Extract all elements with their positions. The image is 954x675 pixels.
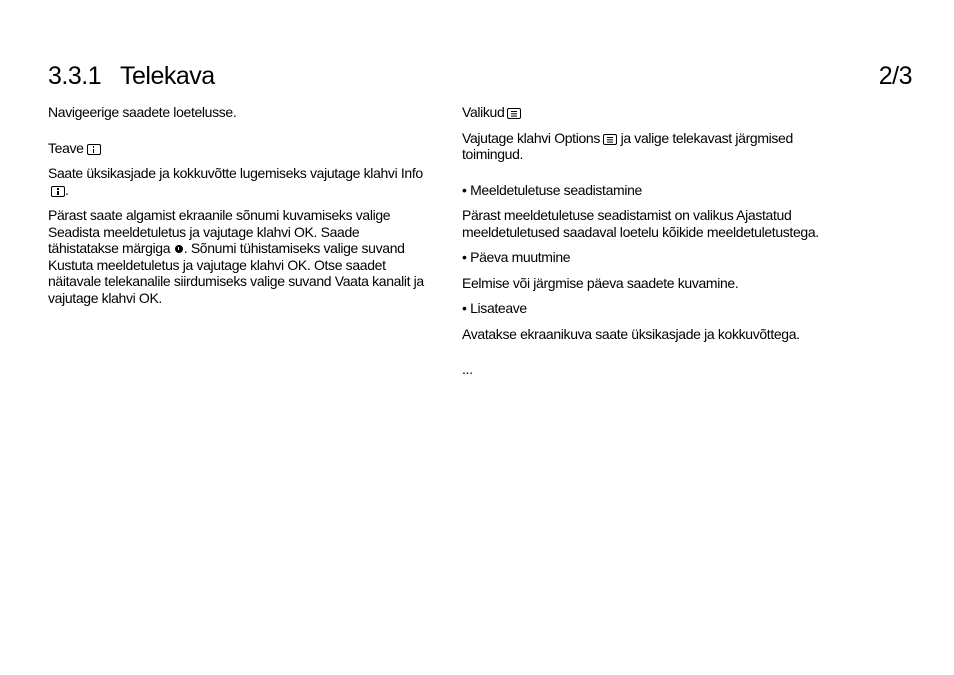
right-column — [462, 104, 847, 378]
valikud-heading-line — [462, 104, 847, 121]
option-item-description: Avatakse ekraanikuva saate üksikasjade ja kokkuvõttega. — [462, 325, 800, 342]
intro-text: Navigeerige saadete loetelusse. — [48, 104, 237, 120]
teave-p2-text: Pärast saate algamist ekraanile sõnumi kuvamiseks valige Seadista meeldetuletus ja vajutage klahvi OK. Saade tähistatakse märgiga — [48, 207, 391, 256]
teave-p1-end: . — [65, 181, 69, 198]
option-item-title: • Lisateave — [462, 300, 527, 316]
teave-heading-line — [48, 140, 433, 157]
options-icon — [507, 108, 521, 119]
reminder-clock-icon — [175, 245, 183, 253]
teave-p2-end: . Sõnumi tühistamiseks valige suvand Kustuta meeldetuletus ja vajutage klahvi OK. Otse saadet näitavale telekanalile siirdumiseks valige suvand Vaata kanalit ja vajutage klahvi OK. — [48, 240, 424, 306]
section-title: Telekava — [120, 62, 215, 90]
page-header — [48, 60, 912, 94]
teave-paragraph-1 — [48, 165, 433, 198]
option-item-title: • Päeva muutmine — [462, 249, 571, 265]
option-item-title: • Meeldetuletuse seadistamine — [462, 181, 642, 198]
info-icon — [51, 186, 65, 197]
valikud-text: Vajutage klahvi Options — [462, 129, 601, 146]
teave-p1-text: Saate üksikasjade ja kokkuvõtte lugemiseks vajutage klahvi Info — [48, 165, 423, 181]
teave-heading: Teave — [48, 139, 84, 156]
valikud-text-end: ja valige telekavast järgmised toimingud. — [462, 129, 793, 162]
continuation-ellipsis: ... — [462, 361, 473, 377]
info-icon — [87, 144, 101, 155]
teave-paragraph-2 — [48, 207, 433, 306]
options-icon — [603, 134, 617, 145]
valikud-heading: Valikud — [462, 104, 505, 120]
option-item-description: Eelmise või järgmise päeva saadete kuvamine. — [462, 274, 739, 291]
valikud-paragraph — [462, 130, 847, 163]
left-column — [48, 104, 433, 306]
option-item-description: Pärast meeldetuletuse seadistamist on valikus Ajastatud meeldetuletused saadaval loetelu kõikide meeldetuletustega. — [462, 207, 819, 240]
section-number: 3.3.1 — [48, 62, 102, 90]
page-number: 2/3 — [878, 62, 912, 90]
